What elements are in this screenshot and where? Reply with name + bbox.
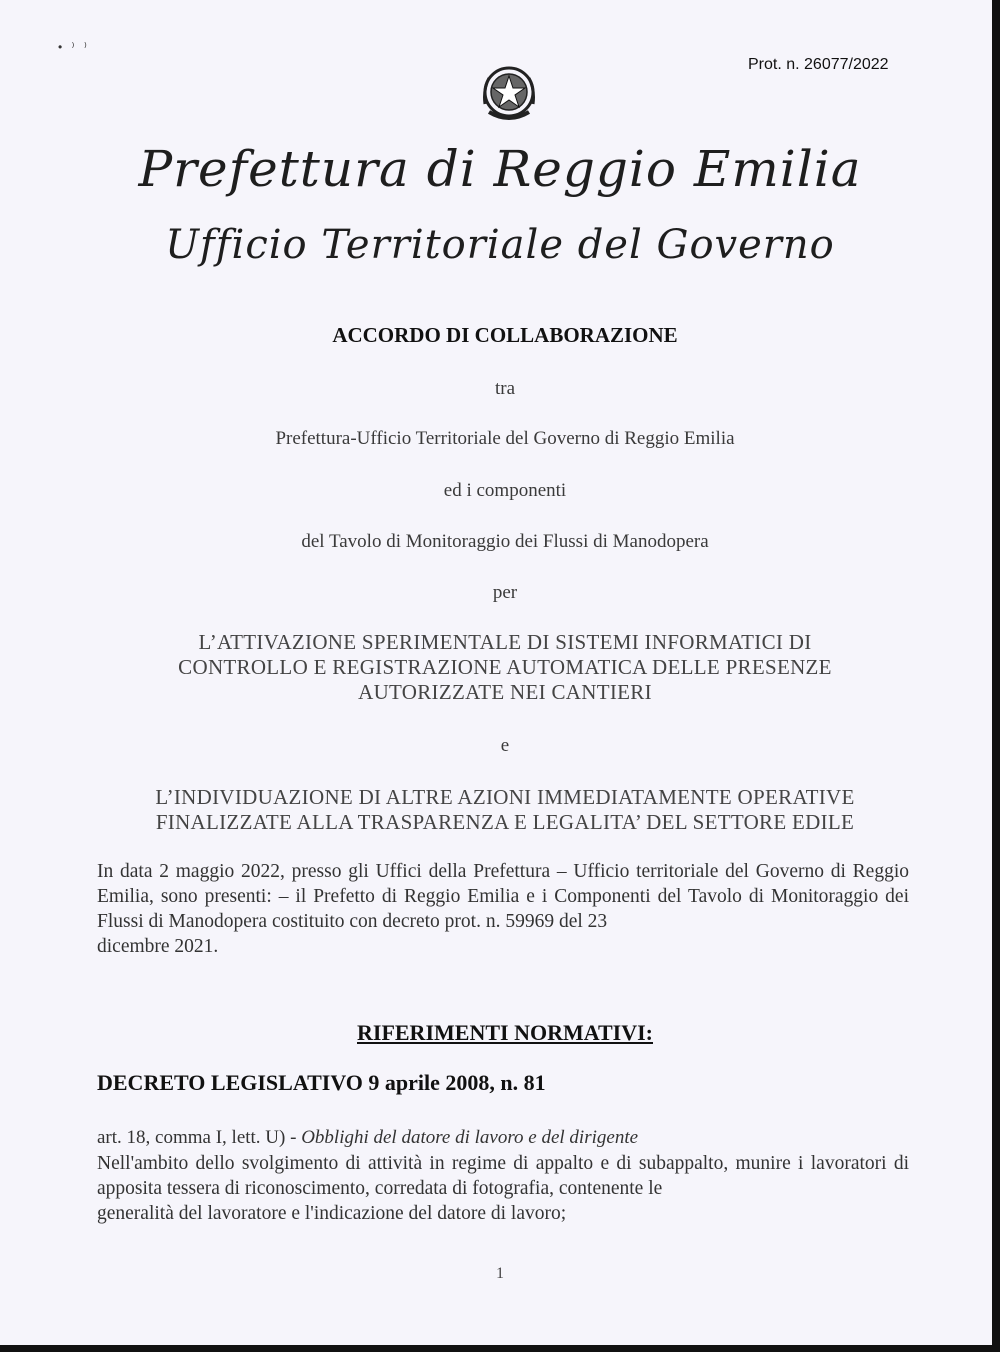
purpose-1-line: AUTORIZZATE NEI CANTIERI (358, 680, 652, 704)
party-prefettura: Prefettura-Ufficio Territoriale del Governo di Reggio Emilia (275, 428, 735, 449)
references-heading: RIFERIMENTI NORMATIVI: (357, 1020, 653, 1045)
paragraph-line: di Reggio Emilia, sono presenti: – il Prefetto di Reggio Emilia e i Componenti del Tavolo (97, 861, 909, 907)
paragraph-line: di Monitoraggio dei Flussi di Manodopera costituito con decreto prot. n. 59969 del 23 (97, 886, 910, 932)
article-title: Obblighi del datore di lavoro e del dirigente (301, 1127, 639, 1148)
paragraph-line: dicembre 2021. (97, 936, 219, 957)
decree-heading: DECRETO LEGISLATIVO 9 aprile 2008, n. 81 (97, 1070, 546, 1095)
purpose-1-line: CONTROLLO E REGISTRAZIONE AUTOMATICA DELLE PRESENZE (178, 655, 832, 679)
purpose-2-line: L’INDIVIDUAZIONE DI ALTRE AZIONI IMMEDIATAMENTE OPERATIVE (155, 785, 855, 809)
intro-paragraph (97, 859, 909, 959)
purpose-2 (90, 785, 920, 835)
purpose-2-line: FINALIZZATE ALLA TRASPARENZA E LEGALITA’ DEL SETTORE EDILE (155, 810, 855, 834)
connector-tra: tra (494, 378, 516, 399)
script-subtitle: Ufficio Territoriale del Governo (165, 222, 835, 268)
paragraph-line: In data 2 maggio 2022, presso gli Uffici della Prefettura – Ufficio territoriale del Governo (97, 861, 824, 882)
connector-e: e (500, 735, 510, 756)
italian-republic-emblem-icon (475, 60, 543, 128)
scan-border-bottom (0, 1345, 1000, 1352)
article-line: Nell'ambito dello svolgimento di attività in regime di appalto e di subappalto, munire i (97, 1153, 804, 1174)
article-line: generalità del lavoratore e l'indicazione del datore di lavoro; (97, 1203, 567, 1224)
script-title: Prefettura di Reggio Emilia (138, 140, 862, 198)
article-body (97, 1151, 909, 1226)
article-reference (97, 1127, 638, 1149)
party-tavolo: del Tavolo di Monitoraggio dei Flussi di Manodopera (301, 531, 709, 552)
article-number: art. 18, comma I, lett. U) - (97, 1127, 302, 1148)
scan-marks: • ⁾ ⁾ (58, 40, 90, 54)
connector-per: per (492, 582, 518, 603)
protocol-number: Prot. n. 26077/2022 (748, 56, 889, 73)
article-line: lavoratori di apposita tessera di riconoscimento, corredata di fotografia, contenente le (97, 1153, 910, 1199)
purpose-1-line: L’ATTIVAZIONE SPERIMENTALE DI SISTEMI INFORMATICI DI (198, 630, 812, 654)
scan-border-right (992, 0, 1000, 1352)
page-number: 1 (496, 1265, 504, 1282)
connector-ed: ed i componenti (443, 480, 567, 501)
agreement-title: ACCORDO DI COLLABORAZIONE (332, 323, 678, 347)
purpose-1 (90, 630, 920, 705)
